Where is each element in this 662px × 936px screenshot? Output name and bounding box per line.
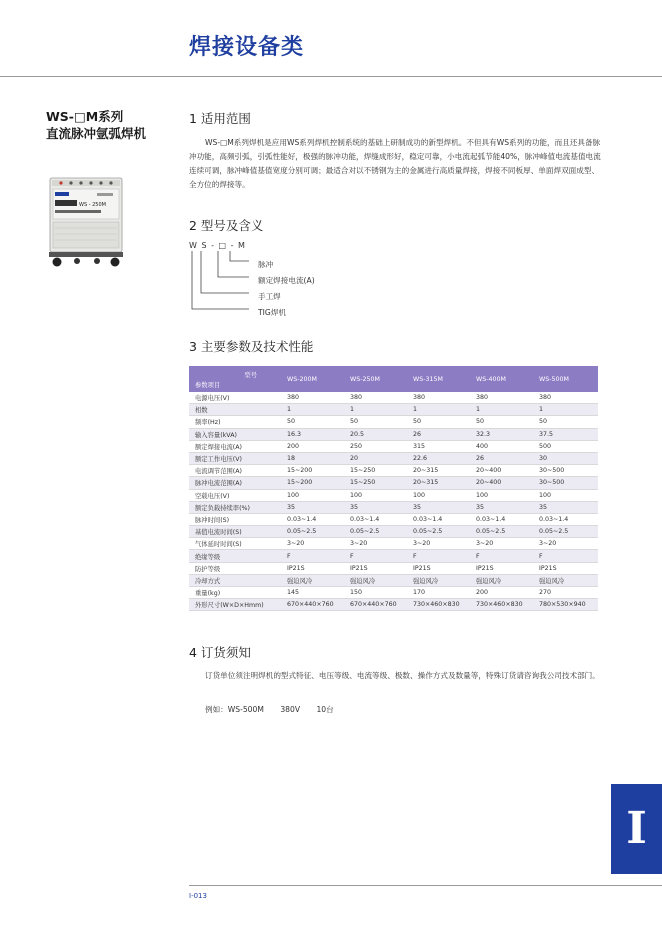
row-label: 相数: [189, 404, 283, 416]
row-label: 冷却方式: [189, 574, 283, 586]
table-row: [189, 562, 598, 574]
section-1-text: WS-□M系列焊机是应用WS系列焊机控制系统的基础上研制成功的新型焊机。不但具有WS系列的功能，而且还具备脉冲功能，高频引弧，引弧性能好，极强的脉冲功能，焊缝成形好，稳定可靠，小电流起弧节能40%，脉冲峰值电流基值电流连续可调，脉冲峰值基值宽度分别可调；最适合对以不锈钢为主的金属进行高质量焊接，焊接不同板厚、单面焊双面成型、全方位的焊接等。: [189, 138, 601, 189]
table-row: [189, 538, 598, 550]
table-cell: 20: [346, 452, 409, 464]
table-cell: 145: [283, 587, 346, 599]
chapter-tab: I: [611, 784, 662, 874]
table-cell: 20.5: [346, 428, 409, 440]
model-header: WS-200M: [283, 366, 346, 392]
table-cell: 20~315: [409, 477, 472, 489]
table-cell: F: [346, 550, 409, 562]
table-row: [189, 477, 598, 489]
table-cell: 50: [535, 416, 598, 428]
row-label: 电流调节范围(A): [189, 465, 283, 477]
welding-machine-image: [47, 176, 125, 268]
table-row: [189, 440, 598, 452]
table-cell: 380: [535, 392, 598, 404]
table-cell: 1: [283, 404, 346, 416]
table-cell: 400: [472, 440, 535, 452]
model-header: WS-315M: [409, 366, 472, 392]
table-cell: IP21S: [535, 562, 598, 574]
table-cell: 1: [346, 404, 409, 416]
table-corner-cell: [189, 366, 283, 392]
table-cell: 30~500: [535, 477, 598, 489]
table-cell: 35: [535, 501, 598, 513]
table-cell: 26: [472, 452, 535, 464]
row-label: 频率(Hz): [189, 416, 283, 428]
table-cell: 670×440×760: [283, 599, 346, 611]
table-cell: 0.03~1.4: [472, 513, 535, 525]
table-cell: 1: [535, 404, 598, 416]
table-cell: 强迫风冷: [346, 574, 409, 586]
table-row: [189, 526, 598, 538]
table-cell: 35: [346, 501, 409, 513]
table-cell: F: [535, 550, 598, 562]
table-cell: 16.3: [283, 428, 346, 440]
table-cell: 37.5: [535, 428, 598, 440]
legend-item: 脉冲: [258, 260, 274, 269]
corner-param-label: 参数项目: [195, 382, 221, 389]
row-label: 电源电压(V): [189, 392, 283, 404]
table-cell: 3~20: [535, 538, 598, 550]
table-cell: 0.03~1.4: [409, 513, 472, 525]
table-cell: 0.05~2.5: [409, 526, 472, 538]
table-cell: 强迫风冷: [283, 574, 346, 586]
table-cell: 100: [472, 489, 535, 501]
row-label: 脉冲电流范围(A): [189, 477, 283, 489]
table-cell: 26: [409, 428, 472, 440]
table-cell: F: [409, 550, 472, 562]
table-cell: 强迫风冷: [535, 574, 598, 586]
table-row: [189, 404, 598, 416]
row-label: 外形尺寸(W×D×Hmm): [189, 599, 283, 611]
table-cell: 170: [409, 587, 472, 599]
table-row: [189, 501, 598, 513]
table-row: [189, 599, 598, 611]
table-cell: F: [283, 550, 346, 562]
section-1-heading: 1 适用范围: [189, 111, 251, 126]
row-label: 绝缘等级: [189, 550, 283, 562]
table-cell: 35: [472, 501, 535, 513]
table-cell: 15~200: [283, 477, 346, 489]
model-code: W S - □ - M: [189, 241, 246, 250]
page-number: I-013: [189, 892, 207, 900]
table-cell: 强迫风冷: [409, 574, 472, 586]
row-label: 防护等级: [189, 562, 283, 574]
model-header: WS-500M: [535, 366, 598, 392]
row-label: 额定负载持续率(%): [189, 501, 283, 513]
legend-item: 手工焊: [258, 292, 281, 301]
table-cell: 150: [346, 587, 409, 599]
table-cell: 3~20: [283, 538, 346, 550]
product-title-line1: WS-□M系列: [46, 109, 124, 124]
table-row: [189, 428, 598, 440]
header-divider: [0, 76, 662, 77]
table-cell: 35: [409, 501, 472, 513]
table-cell: 380: [283, 392, 346, 404]
table-cell: 3~20: [409, 538, 472, 550]
table-cell: 35: [283, 501, 346, 513]
model-code-diagram: [189, 251, 249, 317]
table-cell: 200: [472, 587, 535, 599]
table-cell: 50: [346, 416, 409, 428]
row-label: 脉冲时间(S): [189, 513, 283, 525]
table-cell: 380: [472, 392, 535, 404]
table-row: [189, 587, 598, 599]
example-quantity: 10台: [316, 705, 334, 714]
model-header: WS-250M: [346, 366, 409, 392]
table-cell: 22.6: [409, 452, 472, 464]
row-label: 基值电流时间(S): [189, 526, 283, 538]
table-row: [189, 489, 598, 501]
table-cell: 强迫风冷: [472, 574, 535, 586]
table-cell: 100: [535, 489, 598, 501]
table-cell: 730×460×830: [409, 599, 472, 611]
table-cell: 0.03~1.4: [283, 513, 346, 525]
table-cell: 270: [535, 587, 598, 599]
example-voltage: 380V: [280, 705, 301, 714]
table-cell: 250: [346, 440, 409, 452]
table-cell: 780×530×940: [535, 599, 598, 611]
table-cell: 15~200: [283, 465, 346, 477]
table-cell: 50: [409, 416, 472, 428]
example-model: 例如：WS-500M: [205, 705, 264, 714]
row-label: 气体延时时间(S): [189, 538, 283, 550]
product-title-line2: 直流脉冲氩弧焊机: [46, 126, 147, 141]
table-cell: 15~250: [346, 477, 409, 489]
table-cell: IP21S: [283, 562, 346, 574]
table-row: [189, 550, 598, 562]
row-label: 额定工作电压(V): [189, 452, 283, 464]
section-2-heading: 2 型号及含义: [189, 218, 264, 233]
table-cell: 1: [472, 404, 535, 416]
section-4-text: 订货单位须注明焊机的型式特征、电压等级、电流等级、极数、操作方式及数量等，特殊订货请咨询我公司技术部门。: [205, 671, 600, 680]
table-cell: 500: [535, 440, 598, 452]
table-cell: 0.05~2.5: [472, 526, 535, 538]
table-cell: 730×460×830: [472, 599, 535, 611]
row-label: 空载电压(V): [189, 489, 283, 501]
table-row: [189, 452, 598, 464]
table-cell: 32.3: [472, 428, 535, 440]
table-cell: IP21S: [472, 562, 535, 574]
table-cell: 3~20: [346, 538, 409, 550]
model-header: WS-400M: [472, 366, 535, 392]
table-row: [189, 392, 598, 404]
page-title: 焊接设备类: [189, 35, 305, 60]
table-cell: IP21S: [346, 562, 409, 574]
corner-model-label: 型号: [244, 372, 257, 379]
row-label: 额定焊接电流(A): [189, 440, 283, 452]
table-cell: 1: [409, 404, 472, 416]
table-cell: 0.03~1.4: [346, 513, 409, 525]
table-cell: 18: [283, 452, 346, 464]
table-row: [189, 513, 598, 525]
table-cell: F: [472, 550, 535, 562]
table-cell: 0.03~1.4: [535, 513, 598, 525]
table-cell: 315: [409, 440, 472, 452]
table-row: [189, 574, 598, 586]
table-header-row: [189, 366, 598, 392]
table-cell: 380: [409, 392, 472, 404]
table-cell: 380: [346, 392, 409, 404]
table-cell: 20~315: [409, 465, 472, 477]
table-cell: 670×440×760: [346, 599, 409, 611]
row-label: 输入容量(kVA): [189, 428, 283, 440]
section-3-heading: 3 主要参数及技术性能: [189, 339, 314, 354]
table-cell: 0.05~2.5: [535, 526, 598, 538]
section-4-heading: 4 订货须知: [189, 645, 251, 660]
table-cell: 3~20: [472, 538, 535, 550]
table-row: [189, 416, 598, 428]
machine-model-label: WS - 250M: [79, 202, 106, 208]
table-cell: 30~500: [535, 465, 598, 477]
table-cell: 200: [283, 440, 346, 452]
order-example: [205, 703, 617, 717]
legend-item: 额定焊接电流(A): [258, 276, 315, 285]
table-cell: 20~400: [472, 465, 535, 477]
table-cell: 0.05~2.5: [346, 526, 409, 538]
table-cell: IP21S: [409, 562, 472, 574]
table-cell: 30: [535, 452, 598, 464]
row-label: 重量(kg): [189, 587, 283, 599]
table-cell: 100: [283, 489, 346, 501]
footer-divider: [189, 885, 662, 886]
table-cell: 100: [409, 489, 472, 501]
table-cell: 50: [472, 416, 535, 428]
table-cell: 15~250: [346, 465, 409, 477]
parameter-table: [189, 366, 598, 611]
table-row: [189, 465, 598, 477]
product-title: [46, 108, 146, 142]
table-cell: 50: [283, 416, 346, 428]
table-cell: 100: [346, 489, 409, 501]
table-cell: 0.05~2.5: [283, 526, 346, 538]
table-cell: 20~400: [472, 477, 535, 489]
legend-item: TIG焊机: [258, 308, 286, 317]
